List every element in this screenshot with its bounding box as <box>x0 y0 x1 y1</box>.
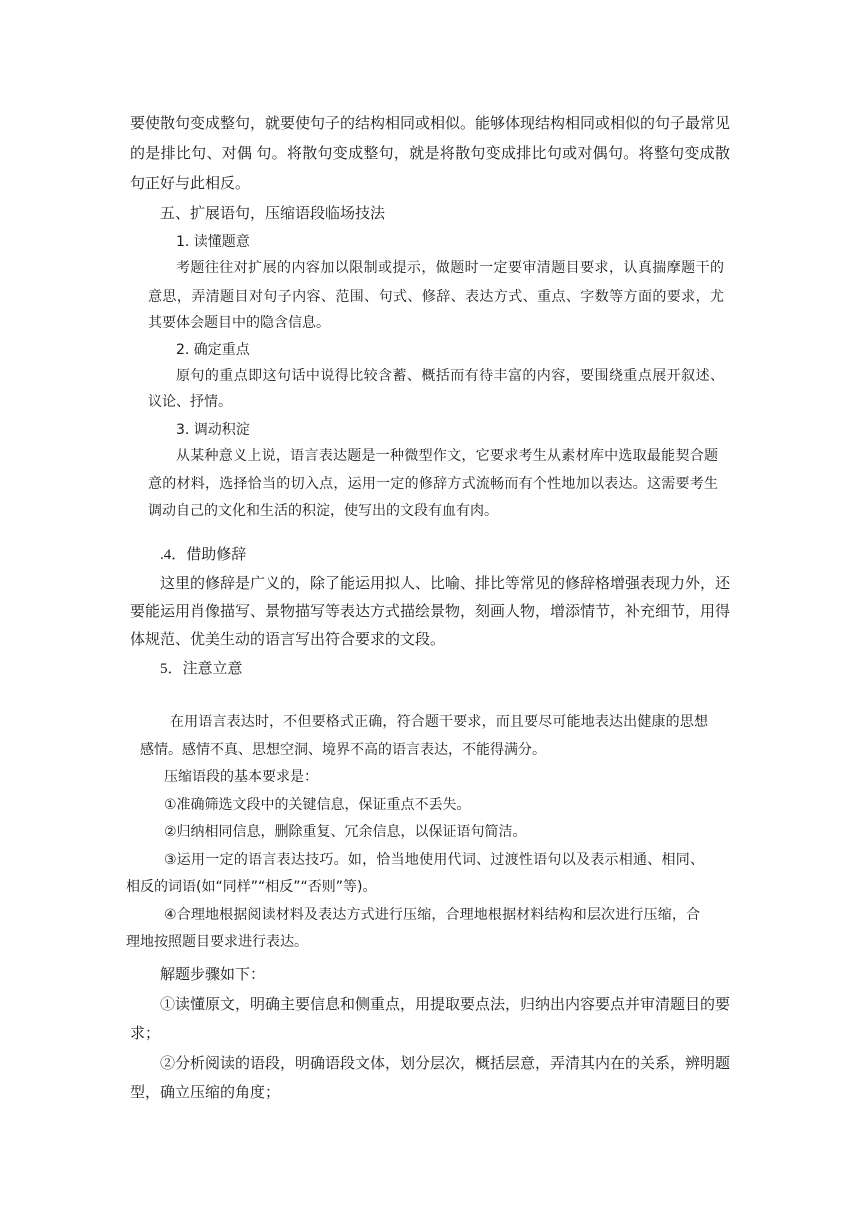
block2-line-1: 在用语言表达时，不但要格式正确，符合题干要求，而且要尽可能地表达出健康的思想 <box>170 714 708 730</box>
item2-line-1: 原句的重点即这句话中说得比较含蓄、概括而有待丰富的内容，要围绕重点展开叙述、 <box>176 368 724 384</box>
block2-line-4: ①准确筛选文段中的关键信息，保证重点不丢失。 <box>164 797 471 813</box>
block2-line-5: ②归纳相同信息，删除重复、冗余信息，以保证语句简洁。 <box>164 824 527 840</box>
item4-line-3: 体规范、优美生动的语言写出符合要求的文段。 <box>130 632 446 648</box>
item1-title: 1. 读懂题意 <box>176 234 250 250</box>
item3-line-2: 意的材料，选择恰当的切入点，运用一定的修辞方式流畅而有个性地加以表达。这需要考生 <box>148 476 718 492</box>
block2-line-6: ③运用一定的语言表达技巧。如，恰当地使用代词、过渡性语句以及表示相通、相同、 <box>164 852 704 868</box>
item1-line-3: 其要体会题目中的隐含信息。 <box>148 315 330 331</box>
item5-title: 5．注意立意 <box>160 661 243 677</box>
item1-line-1: 考题往往对扩展的内容加以限制或提示，做题时一定要审清题目要求，认真揣摩题干的 <box>176 260 724 276</box>
block2-line-3: 压缩语段的基本要求是： <box>164 769 318 785</box>
item2-title: 2. 确定重点 <box>176 342 250 358</box>
item2-line-2: 议论、抒情。 <box>148 394 232 410</box>
steps-line-2: 求； <box>130 1026 161 1042</box>
intro-line-1: 要使散句变成整句，就要使句子的结构相同或相似。能够体现结构相同或相似的句子最常见 <box>130 116 731 132</box>
block2-line-7: 相反的词语(如“同样”“相反”“否则”等)。 <box>126 879 377 895</box>
steps-heading: 解题步骤如下： <box>160 967 266 983</box>
intro-line-3: 句正好与此相反。 <box>130 176 251 192</box>
block2-line-2: 感情。感情不真、思想空洞、境界不高的语言表达，不能得满分。 <box>140 742 546 758</box>
item1-line-2: 意思，弄清题目对句子内容、范围、句式、修辞、表达方式、重点、字数等方面的要求，尤 <box>148 289 724 305</box>
steps-line-1: ①读懂原文，明确主要信息和侧重点，用提取要点法，归纳出内容要点并审清题目的要 <box>160 997 731 1013</box>
section-heading: 五、扩展语句，压缩语段临场技法 <box>160 206 386 222</box>
item4-line-1: 这里的修辞是广义的，除了能运用拟人、比喻、排比等常见的修辞格增强表现力外，还 <box>160 576 731 592</box>
steps-line-3: ②分析阅读的语段，明确语段文体，划分层次，概括层意，弄清其内在的关系，辨明题 <box>160 1056 731 1072</box>
item4-title: .4．借助修辞 <box>160 547 247 563</box>
intro-line-2: 的是排比句、对偶 句。将散句变成整句，就是将散句变成排比句或对偶句。将整句变成散 <box>130 146 730 162</box>
item3-title: 3. 调动积淀 <box>176 422 250 438</box>
item3-line-1: 从某种意义上说，语言表达题是一种微型作文，它要求考生从素材库中选取最能契合题 <box>176 448 718 464</box>
item3-line-3: 调动自己的文化和生活的积淀，使写出的文段有血有肉。 <box>148 503 498 519</box>
item4-line-2: 要能运用肖像描写、景物描写等表达方式描绘景物，刻画人物，增添情节，补充细节，用得 <box>130 604 731 620</box>
steps-line-4: 型，确立压缩的角度； <box>130 1085 281 1101</box>
block2-line-8: ④合理地根据阅读材料及表达方式进行压缩，合理地根据材料结构和层次进行压缩，合 <box>164 907 700 923</box>
block2-line-9: 理地按照题目要求进行表达。 <box>126 934 308 950</box>
